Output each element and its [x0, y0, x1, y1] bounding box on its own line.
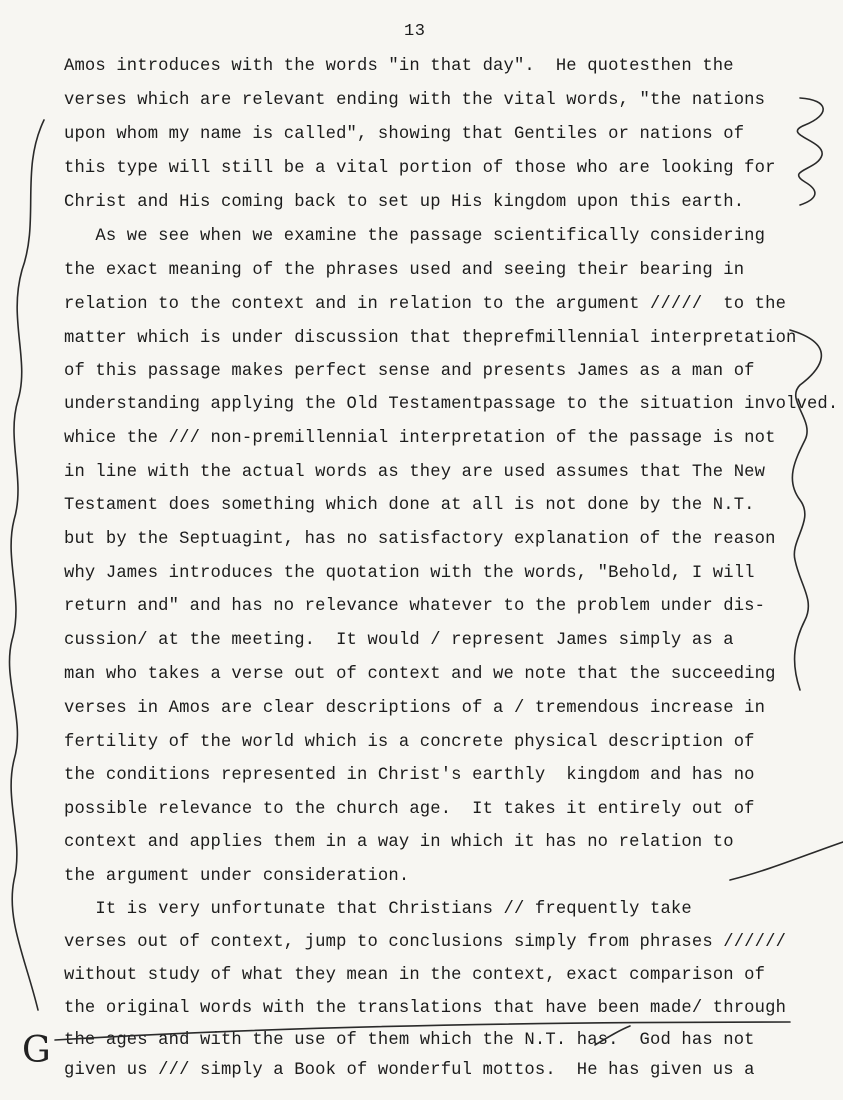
right-margin-stroke [730, 842, 843, 880]
text-line: of this passage makes perfect sense and presents James as a man of [64, 362, 755, 381]
text-line: Testament does something which done at all is not done by the N.T. [64, 496, 755, 515]
text-line: cussion/ at the meeting. It would / represent James simply as a [64, 631, 734, 650]
text-line: return and" and has no relevance whatever to the problem under dis- [64, 597, 766, 616]
left-margin-wavy-line [9, 120, 44, 1010]
text-line: the conditions represented in Christ's earthly kingdom and has no [64, 766, 755, 785]
text-line: given us /// simply a Book of wonderful mottos. He has given us a [64, 1061, 755, 1080]
margin-letter: G [22, 1030, 51, 1071]
text-line: Christ and His coming back to set up His kingdom upon this earth. [64, 193, 745, 212]
text-line: in line with the actual words as they are used assumes that The New [64, 463, 766, 482]
text-line: understanding applying the Old Testamentpassage to the situation involved. [64, 395, 839, 414]
text-line: It is very unfortunate that Christians // frequently take [64, 900, 692, 919]
text-line: matter which is under discussion that theprefmillennial interpretation [64, 329, 797, 348]
text-line: without study of what they mean in the context, exact comparison of [64, 966, 766, 985]
text-line: possible relevance to the church age. It takes it entirely out of [64, 800, 755, 819]
text-line: relation to the context and in relation to the argument ///// to the [64, 295, 787, 314]
text-line: verses in Amos are clear descriptions of a / tremendous increase in [64, 699, 766, 718]
text-line: fertility of the world which is a concrete physical description of [64, 733, 755, 752]
text-line: the argument under consideration. [64, 867, 410, 886]
text-line: whice the /// non-premillennial interpretation of the passage is not [64, 429, 776, 448]
text-line: but by the Septuagint, has no satisfactory explanation of the reason [64, 530, 776, 549]
text-line: upon whom my name is called", showing that Gentiles or nations of [64, 125, 745, 144]
text-line: the ages and with the use of them which the N.T. has. God has not [64, 1031, 755, 1050]
right-margin-wavy-line [790, 330, 821, 690]
text-line: this type will still be a vital portion of those who are looking for [64, 159, 776, 178]
text-line: why James introduces the quotation with the words, "Behold, I will [64, 564, 755, 583]
text-line: the exact meaning of the phrases used and seeing their bearing in [64, 261, 745, 280]
page-number: 13 [404, 22, 426, 41]
text-line: verses out of context, jump to conclusions simply from phrases ////// [64, 933, 787, 952]
text-line: verses which are relevant ending with the vital words, "the nations [64, 91, 766, 110]
text-line: Amos introduces with the words "in that day". He quotesthen the [64, 57, 734, 76]
text-line: man who takes a verse out of context and we note that the succeeding [64, 665, 776, 684]
right-margin-squiggle [797, 98, 823, 205]
text-line: context and applies them in a way in which it has no relation to [64, 833, 734, 852]
text-line: As we see when we examine the passage scientifically considering [64, 227, 766, 246]
text-line: the original words with the translations that have been made/ through [64, 999, 787, 1018]
